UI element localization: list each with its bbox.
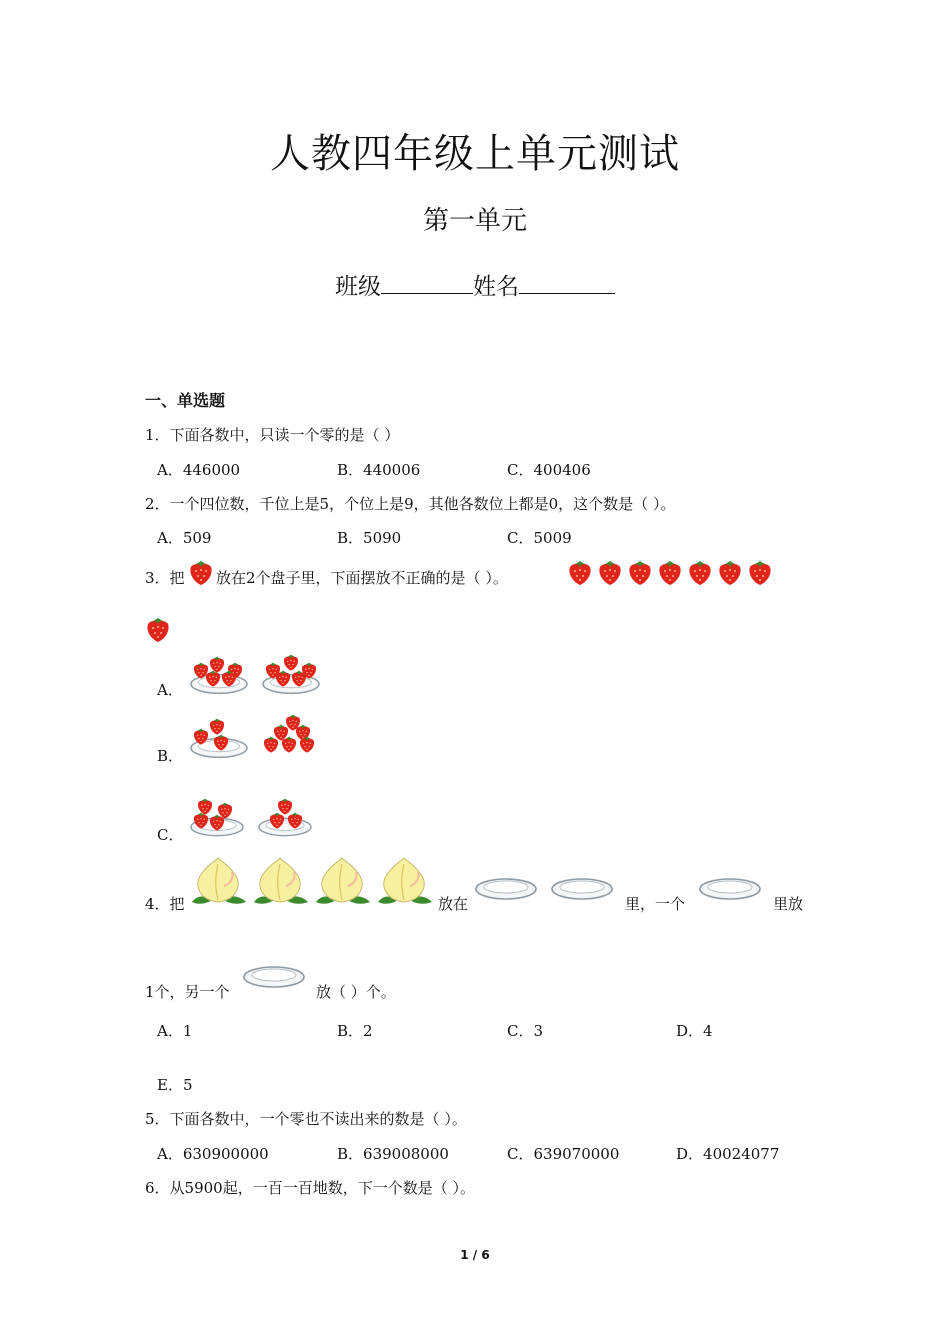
q1-option-c[interactable]: C．400406 — [507, 461, 591, 479]
q4-option-a[interactable]: A．1 — [157, 1022, 193, 1040]
strawberry-icon — [745, 557, 775, 587]
strawberry-icon — [143, 614, 173, 644]
question-1: 1．下面各数中，只读一个零的是（ ） — [145, 426, 400, 444]
plate-with-strawberries-image — [257, 650, 327, 698]
plate-icon — [698, 874, 762, 904]
name-label: 姓名 — [473, 274, 519, 300]
unit-subtitle: 第一单元 — [422, 206, 527, 236]
q3-option-a[interactable]: A． — [157, 681, 183, 699]
peach-icon — [374, 856, 434, 908]
strawberry-icon — [715, 557, 745, 587]
q5-option-b[interactable]: B．639008000 — [337, 1145, 449, 1163]
plate-with-strawberries-image — [185, 650, 255, 698]
name-blank[interactable] — [519, 293, 615, 294]
question-5: 5．下面各数中，一个零也不读出来的数是（ ）。 — [145, 1110, 467, 1128]
plate-with-strawberries-image — [185, 714, 255, 762]
peach-icon — [188, 856, 248, 908]
page-title: 人教四年级上单元测试 — [270, 131, 680, 177]
section-heading: 一、单选题 — [145, 391, 226, 410]
q5-option-c[interactable]: C．639070000 — [507, 1145, 620, 1163]
question-3: 放在2个盘子里，下面摆放不正确的是（ ）。 — [216, 569, 508, 587]
q4-mid: 里，一个 — [625, 895, 686, 913]
plate-icon — [242, 962, 306, 992]
q4-option-d[interactable]: D．4 — [676, 1022, 713, 1040]
strawberry-icon — [625, 557, 655, 587]
strawberry-icon — [595, 557, 625, 587]
strawberry-pile-image — [257, 712, 321, 758]
class-name-line — [0, 268, 950, 301]
plate-icon — [474, 874, 538, 904]
peach-icon — [250, 856, 310, 908]
page-number: 1 / 6 — [460, 1248, 490, 1262]
question-2: 2．一个四位数，千位上是5，个位上是9，其他各数位上都是0，这个数是（ ）。 — [145, 495, 676, 513]
strawberry-icon — [565, 557, 595, 587]
q1-option-a[interactable]: A．446000 — [157, 461, 241, 479]
plate-icon — [550, 874, 614, 904]
q4-put: 里放 — [773, 895, 804, 913]
class-blank[interactable] — [381, 293, 473, 294]
question-6: 6．从5900起，一百一百地数，下一个数是（ ）。 — [145, 1179, 475, 1197]
q4-option-e[interactable]: E．5 — [157, 1076, 193, 1094]
plate-with-strawberries-image — [185, 794, 249, 842]
strawberry-row — [565, 557, 775, 591]
peach-icon — [312, 856, 372, 908]
plate-with-strawberries-image — [253, 794, 317, 842]
q4-line2-suffix: 放（ ）个。 — [316, 983, 396, 1001]
class-label: 班级 — [335, 274, 381, 300]
q2-option-b[interactable]: B．5090 — [337, 529, 402, 547]
q4-option-c[interactable]: C．3 — [507, 1022, 544, 1040]
q3-option-b[interactable]: B． — [157, 747, 184, 765]
strawberry-icon — [186, 557, 216, 587]
q4-put-in: 放在 — [438, 895, 469, 913]
strawberry-icon — [655, 557, 685, 587]
q5-option-a[interactable]: A．630900000 — [157, 1145, 269, 1163]
q4-line2-prefix: 1个，另一个 — [145, 983, 230, 1001]
q5-option-d[interactable]: D．40024077 — [676, 1145, 780, 1163]
strawberry-icon — [685, 557, 715, 587]
q4-prefix: 4．把 — [145, 895, 185, 913]
q2-option-a[interactable]: A．509 — [157, 529, 212, 547]
q1-option-b[interactable]: B．440006 — [337, 461, 421, 479]
q3-option-c[interactable]: C． — [157, 826, 184, 844]
q3-prefix: 3．把 — [145, 569, 185, 587]
q2-option-c[interactable]: C．5009 — [507, 529, 572, 547]
q4-option-b[interactable]: B．2 — [337, 1022, 373, 1040]
